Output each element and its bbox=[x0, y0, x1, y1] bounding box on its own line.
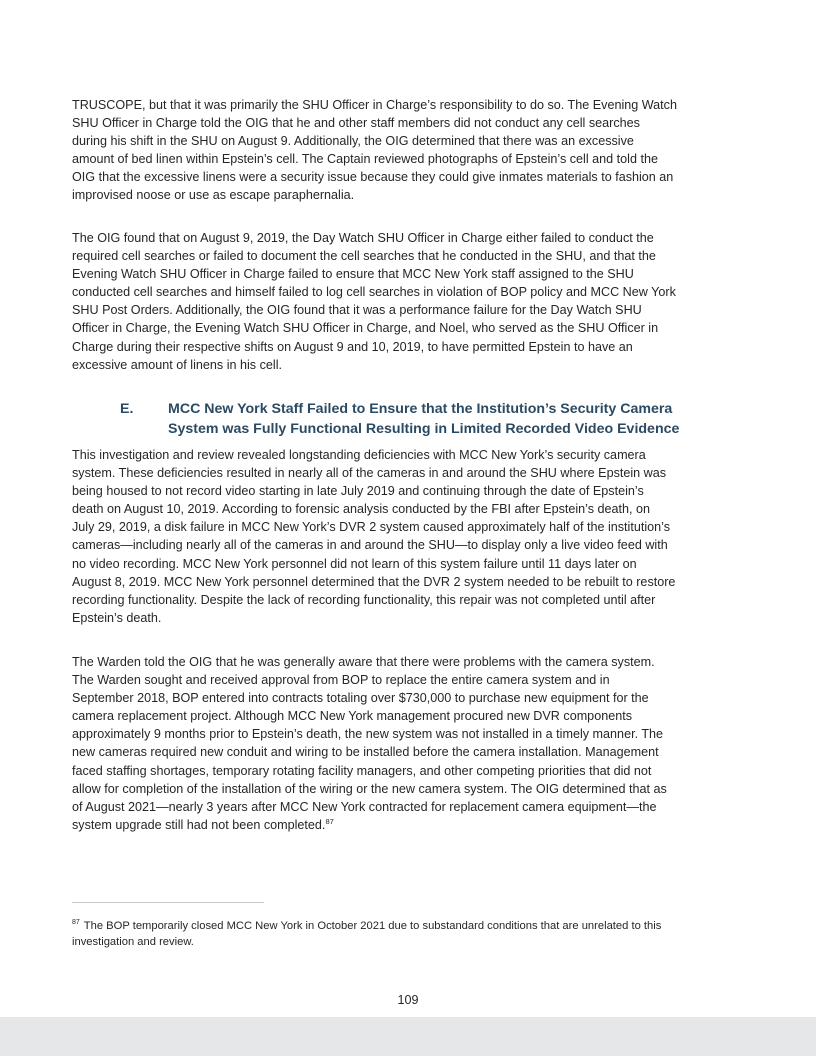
paragraph-camera-deficiencies: This investigation and review revealed longstanding deficiencies with MCC New York’s security camera system. These deficiencies resulted in nearly all of the cameras in and around the SHU where Epstein was being housed to not record video starting in late July 2019 and continuing through the date of Epstein’s death on August 10, 2019. According to forensic analysis conducted by the FBI after Epstein’s death, on July 29, 2019, a disk failure in MCC New York’s DVR 2 system caused approximately half of the institution’s cameras—including nearly all of the cameras in and around the SHU—to display only a live video feed with no video recording. MCC New York personnel did not learn of this system failure until 11 days later on August 8, 2019. MCC New York personnel determined that the DVR 2 system needed to be rebuilt to restore recording functionality. Despite the lack of recording functionality, this repair was not completed until after Epstein’s death. bbox=[72, 448, 676, 625]
paragraph-cell-searches: TRUSCOPE, but that it was primarily the SHU Officer in Charge’s responsibility to do so. The Evening Watch SHU Officer in Charge told the OIG that he and other staff members did not conduct any cell searches during his shift in the SHU on August 9. Additionally, the OIG determined that there was an excessive amount of bed linen within Epstein’s cell. The Captain reviewed photographs of Epstein’s cell and told the OIG that the excessive linens were a security issue because they could give inmates materials to fashion an improvised noose or use as escape paraphernalia. bbox=[72, 98, 677, 203]
section-title: MCC New York Staff Failed to Ensure that the Institution’s Security Camera System was Fully Functional Resulting in Limited Recorded Video Evidence bbox=[168, 401, 680, 437]
page-number: 109 bbox=[397, 993, 419, 1007]
paragraph-oig-findings: The OIG found that on August 9, 2019, the Day Watch SHU Officer in Charge either failed to conduct the required cell searches or failed to document the cell searches that he conducted in the SHU, and that the Evening Watch SHU Officer in Charge failed to ensure that MCC New York staff assigned to the SHU conducted cell searches and himself failed to log cell searches in violation of BOP policy and MCC New York SHU Post Orders. Additionally, the OIG found that it was a performance failure for the Day Watch SHU Officer in Charge, the Evening Watch SHU Officer in Charge, and Noel, who served as the SHU Officer in Charge during their respective shifts on August 9 and 10, 2019, to have permitted Epstein to have an excessive amount of linens in his cell. bbox=[72, 231, 676, 372]
footnote bbox=[72, 918, 744, 950]
footnote-number: 87 bbox=[72, 919, 80, 927]
footnote-text: The BOP temporarily closed MCC New York in October 2021 due to substandard conditions that are unrelated to this investigation and review. bbox=[72, 920, 662, 948]
paragraph-camera-replacement-text: The Warden told the OIG that he was generally aware that there were problems with the camera system. The Warden sought and received approval from BOP to replace the entire camera system and in September 2018, BOP entered into contracts totaling over $730,000 to purchase new equipment for the camera replacement project. Although MCC New York management procured new DVR components approximately 9 months prior to Epstein’s death, the new system was not installed in a timely manner. The new cameras required new conduit and wiring to be installed before the camera installation. Management faced staffing shortages, temporary rotating facility managers, and other competing priorities that did not allow for completion of the installation of the wiring or the new camera system. The OIG determined that as of August 2021—nearly 3 years after MCC New York contracted for replacement camera equipment—the system upgrade still had not been completed. bbox=[72, 655, 667, 832]
paragraph-camera-replacement bbox=[72, 653, 744, 834]
section-letter: E. bbox=[120, 401, 134, 417]
footnote-divider bbox=[72, 902, 264, 903]
footnote-reference[interactable]: 87 bbox=[325, 816, 334, 826]
